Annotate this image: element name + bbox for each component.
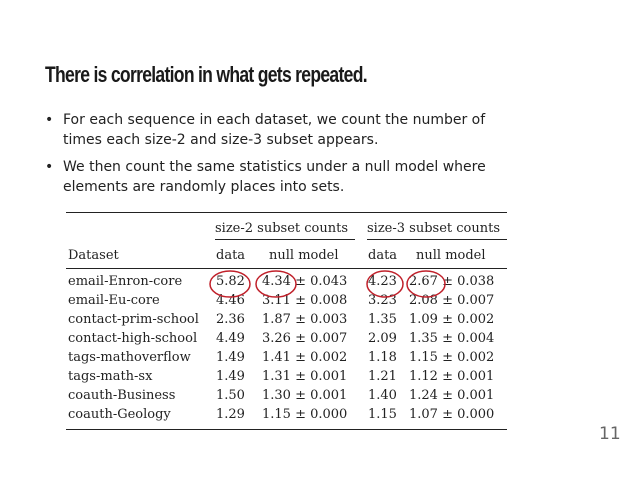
cell-null-size3: 1.12 ± 0.001 (409, 369, 495, 384)
cell-null-size2: 1.41 ± 0.002 (262, 350, 348, 365)
cell-data-size3: 1.35 (368, 312, 397, 327)
cell-dataset: email-Eu-core (68, 293, 160, 308)
group-header-size2: size-2 subset counts (215, 221, 349, 236)
cell-data-size2: 1.29 (216, 407, 245, 422)
cell-data-size3: 1.18 (368, 350, 397, 365)
bullet-text: We then count the same statistics under a null model where elements are randomly places into sets. (63, 159, 486, 195)
cell-data-size3: 1.40 (368, 388, 397, 403)
cell-dataset: coauth-Business (68, 388, 176, 403)
cell-dataset: tags-math-sx (68, 369, 153, 384)
column-header-data3: data (368, 248, 398, 263)
cell-dataset: contact-prim-school (68, 312, 199, 327)
cell-data-size2: 2.36 (216, 312, 245, 327)
cell-null-size2: 3.11 ± 0.008 (262, 293, 348, 308)
group-rule-size2 (215, 239, 355, 240)
column-header-dataset: Dataset (68, 248, 119, 263)
cell-null-size2: 1.30 ± 0.001 (262, 388, 348, 403)
cell-null-size2: 3.26 ± 0.007 (262, 331, 348, 346)
bullet-item (45, 157, 525, 197)
cell-data-size2: 4.49 (216, 331, 245, 346)
page-number: 11 (599, 424, 621, 444)
slide-title: There is correlation in what gets repeated. (45, 62, 367, 87)
cell-null-size3: 1.24 ± 0.001 (409, 388, 495, 403)
cell-data-size3: 3.23 (368, 293, 397, 308)
bullet-marker: • (45, 112, 54, 128)
bullet-item (45, 110, 525, 150)
column-header-null2: null model (269, 248, 339, 263)
cell-data-size2: 1.49 (216, 369, 245, 384)
cell-null-size3: 2.67 ± 0.038 (409, 274, 495, 289)
column-header-data2: data (216, 248, 246, 263)
cell-dataset: contact-high-school (68, 331, 198, 346)
bullet-text: For each sequence in each dataset, we count the number of times each size-2 and size-3 subset appears. (63, 112, 486, 148)
cell-null-size3: 2.08 ± 0.007 (409, 293, 495, 308)
cell-null-size2: 1.15 ± 0.000 (262, 407, 348, 422)
bullet-marker: • (45, 159, 54, 175)
cell-dataset: coauth-Geology (68, 407, 171, 422)
group-header-size3: size-3 subset counts (367, 221, 501, 236)
cell-data-size3: 1.15 (368, 407, 397, 422)
cell-null-size2: 1.31 ± 0.001 (262, 369, 348, 384)
cell-data-size3: 2.09 (368, 331, 397, 346)
cell-data-size3: 4.23 (368, 274, 397, 289)
cell-data-size2: 1.49 (216, 350, 245, 365)
cell-dataset: tags-mathoverflow (68, 350, 191, 365)
bullet-list (45, 110, 525, 204)
cell-data-size2: 4.46 (216, 293, 245, 308)
group-rule-size3 (367, 239, 507, 240)
table-bottom-rule (66, 429, 507, 430)
cell-dataset: email-Enron-core (68, 274, 183, 289)
cell-data-size2: 1.50 (216, 388, 245, 403)
table-mid-rule (66, 268, 507, 269)
cell-data-size2: 5.82 (216, 274, 245, 289)
cell-null-size2: 1.87 ± 0.003 (262, 312, 348, 327)
column-header-null3: null model (416, 248, 486, 263)
cell-null-size3: 1.07 ± 0.000 (409, 407, 495, 422)
cell-null-size2: 4.34 ± 0.043 (262, 274, 348, 289)
cell-null-size3: 1.15 ± 0.002 (409, 350, 495, 365)
cell-null-size3: 1.35 ± 0.004 (409, 331, 495, 346)
table-top-rule (66, 212, 507, 213)
cell-null-size3: 1.09 ± 0.002 (409, 312, 495, 327)
cell-data-size3: 1.21 (368, 369, 397, 384)
